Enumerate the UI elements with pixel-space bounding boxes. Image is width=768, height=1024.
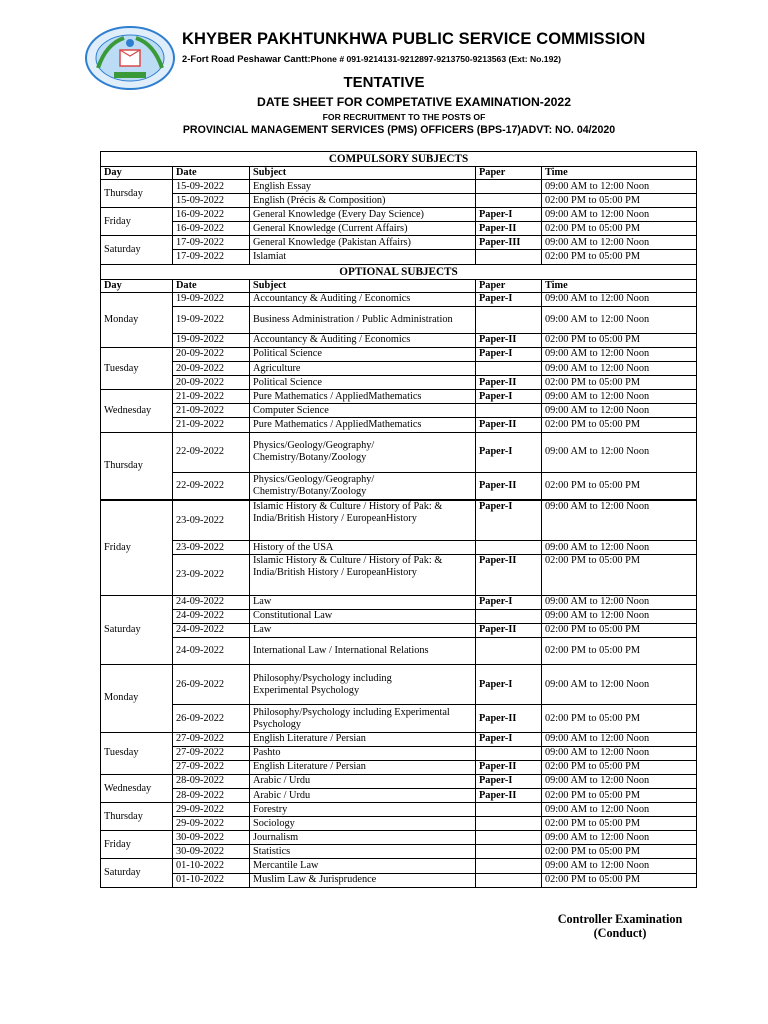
time-cell: 09:00 AM to 12:00 Noon <box>542 306 697 333</box>
org-phone: Phone # 091-9214131-9212897-9213750-9213563 (Ext: No.192) <box>310 54 562 64</box>
time-cell: 02:00 PM to 05:00 PM <box>542 222 697 236</box>
date-cell: 17-09-2022 <box>173 250 250 264</box>
day-cell: Thursday <box>101 180 173 208</box>
paper-cell: Paper-I <box>476 347 542 361</box>
subject-cell: Muslim Law & Jurisprudence <box>250 873 476 887</box>
day-cell: Monday <box>101 665 173 732</box>
org-address-line <box>182 53 561 64</box>
date-cell: 26-09-2022 <box>173 705 250 732</box>
paper-cell: Paper-I <box>476 500 542 541</box>
day-cell: Friday <box>101 208 173 236</box>
paper-cell: Paper-II <box>476 418 542 432</box>
day-cell: Tuesday <box>101 732 173 774</box>
subject-cell: Islamiat <box>250 250 476 264</box>
time-cell: 02:00 PM to 05:00 PM <box>542 873 697 887</box>
time-cell: 02:00 PM to 05:00 PM <box>542 376 697 390</box>
time-cell: 09:00 AM to 12:00 Noon <box>542 432 697 472</box>
day-cell: Saturday <box>101 859 173 887</box>
paper-cell <box>476 831 542 845</box>
compulsory-col-header-paper: Paper <box>476 167 542 180</box>
paper-cell: Paper-II <box>476 333 542 347</box>
time-cell: 09:00 AM to 12:00 Noon <box>542 665 697 705</box>
date-sheet-heading: DATE SHEET FOR COMPETATIVE EXAMINATION-2022 <box>257 95 571 109</box>
paper-cell <box>476 250 542 264</box>
date-cell: 19-09-2022 <box>173 292 250 306</box>
day-cell: Thursday <box>101 803 173 831</box>
date-cell: 20-09-2022 <box>173 376 250 390</box>
paper-cell: Paper-II <box>476 222 542 236</box>
posts-subheading: PROVINCIAL MANAGEMENT SERVICES (PMS) OFFICERS (BPS-17)ADVT: NO. 04/2020 <box>182 124 616 136</box>
subject-cell: Philosophy/Psychology including Experimental Psychology <box>250 705 476 732</box>
time-cell: 09:00 AM to 12:00 Noon <box>542 362 697 376</box>
time-cell: 09:00 AM to 12:00 Noon <box>542 180 697 194</box>
table-row <box>101 789 697 803</box>
time-cell: 02:00 PM to 05:00 PM <box>542 817 697 831</box>
table-row <box>101 541 697 555</box>
table-row <box>101 845 697 859</box>
date-cell: 23-09-2022 <box>173 555 250 595</box>
day-cell: Saturday <box>101 236 173 264</box>
time-cell: 09:00 AM to 12:00 Noon <box>542 208 697 222</box>
subject-cell: Accountancy & Auditing / Economics <box>250 292 476 306</box>
day-cell: Friday <box>101 500 173 595</box>
paper-cell: Paper-I <box>476 208 542 222</box>
table-row <box>101 873 697 887</box>
table-row <box>101 208 697 222</box>
table-row <box>101 609 697 623</box>
table-row <box>101 194 697 208</box>
subject-cell: Arabic / Urdu <box>250 789 476 803</box>
day-cell: Tuesday <box>101 347 173 389</box>
time-cell: 09:00 AM to 12:00 Noon <box>542 595 697 609</box>
date-cell: 01-10-2022 <box>173 859 250 873</box>
optional-col-header-time: Time <box>542 279 697 292</box>
subject-cell: Law <box>250 595 476 609</box>
time-cell: 02:00 PM to 05:00 PM <box>542 194 697 208</box>
time-cell: 02:00 PM to 05:00 PM <box>542 789 697 803</box>
date-cell: 21-09-2022 <box>173 418 250 432</box>
subject-cell: Business Administration / Public Administration <box>250 306 476 333</box>
paper-cell: Paper-II <box>476 472 542 500</box>
subject-cell: Pure Mathematics / AppliedMathematics <box>250 390 476 404</box>
table-row <box>101 500 697 541</box>
date-cell: 17-09-2022 <box>173 236 250 250</box>
subject-cell: Physics/Geology/Geography/ Chemistry/Botany/Zoology <box>250 472 476 500</box>
paper-cell: Paper-I <box>476 292 542 306</box>
table-row <box>101 705 697 732</box>
date-cell: 01-10-2022 <box>173 873 250 887</box>
date-cell: 22-09-2022 <box>173 472 250 500</box>
compulsory-col-header-subject: Subject <box>250 167 476 180</box>
date-cell: 16-09-2022 <box>173 222 250 236</box>
table-row <box>101 665 697 705</box>
date-cell: 15-09-2022 <box>173 180 250 194</box>
org-address: 2-Fort Road Peshawar Cantt: <box>182 53 311 64</box>
subject-cell: Pure Mathematics / AppliedMathematics <box>250 418 476 432</box>
subject-cell: Islamic History & Culture / History of Pak: & India/British History / EuropeanHistory <box>250 500 476 541</box>
optional-section-title: OPTIONAL SUBJECTS <box>101 264 697 279</box>
paper-cell <box>476 404 542 418</box>
subject-cell: Sociology <box>250 817 476 831</box>
paper-cell: Paper-II <box>476 376 542 390</box>
time-cell: 09:00 AM to 12:00 Noon <box>542 500 697 541</box>
org-title: KHYBER PAKHTUNKHWA PUBLIC SERVICE COMMISSION <box>182 30 646 48</box>
subject-cell: Journalism <box>250 831 476 845</box>
time-cell: 02:00 PM to 05:00 PM <box>542 760 697 774</box>
compulsory-col-header-time: Time <box>542 167 697 180</box>
time-cell: 09:00 AM to 12:00 Noon <box>542 831 697 845</box>
tentative-heading: TENTATIVE <box>343 74 425 91</box>
paper-cell <box>476 609 542 623</box>
day-cell: Monday <box>101 292 173 347</box>
paper-cell <box>476 803 542 817</box>
optional-col-header-date: Date <box>173 279 250 292</box>
subject-cell: International Law / International Relations <box>250 637 476 664</box>
table-row <box>101 595 697 609</box>
time-cell: 02:00 PM to 05:00 PM <box>542 333 697 347</box>
table-row <box>101 292 697 306</box>
paper-cell <box>476 194 542 208</box>
time-cell: 02:00 PM to 05:00 PM <box>542 637 697 664</box>
table-row <box>101 831 697 845</box>
subject-cell: Law <box>250 623 476 637</box>
table-row <box>101 236 697 250</box>
paper-cell: Paper-I <box>476 390 542 404</box>
date-cell: 29-09-2022 <box>173 803 250 817</box>
table-row <box>101 746 697 760</box>
day-cell: Friday <box>101 831 173 859</box>
date-cell: 28-09-2022 <box>173 774 250 788</box>
table-row <box>101 859 697 873</box>
subject-cell: Philosophy/Psychology including Experimental Psychology <box>250 665 476 705</box>
subject-cell: Agriculture <box>250 362 476 376</box>
date-cell: 27-09-2022 <box>173 760 250 774</box>
subject-cell: Arabic / Urdu <box>250 774 476 788</box>
table-row <box>101 803 697 817</box>
subject-cell: Statistics <box>250 845 476 859</box>
date-cell: 27-09-2022 <box>173 732 250 746</box>
day-cell: Thursday <box>101 432 173 500</box>
time-cell: 02:00 PM to 05:00 PM <box>542 623 697 637</box>
paper-cell <box>476 180 542 194</box>
date-cell: 20-09-2022 <box>173 347 250 361</box>
table-row <box>101 555 697 595</box>
table-row <box>101 306 697 333</box>
paper-cell <box>476 873 542 887</box>
table-row <box>101 623 697 637</box>
table-row <box>101 472 697 500</box>
subject-cell: Physics/Geology/Geography/ Chemistry/Botany/Zoology <box>250 432 476 472</box>
paper-cell <box>476 859 542 873</box>
date-cell: 28-09-2022 <box>173 789 250 803</box>
table-row <box>101 774 697 788</box>
table-row <box>101 250 697 264</box>
table-row <box>101 390 697 404</box>
subject-cell: English Literature / Persian <box>250 732 476 746</box>
time-cell: 09:00 AM to 12:00 Noon <box>542 541 697 555</box>
subject-cell: History of the USA <box>250 541 476 555</box>
day-cell: Saturday <box>101 595 173 664</box>
paper-cell <box>476 637 542 664</box>
time-cell: 09:00 AM to 12:00 Noon <box>542 292 697 306</box>
date-cell: 24-09-2022 <box>173 637 250 664</box>
date-cell: 29-09-2022 <box>173 817 250 831</box>
optional-header-row <box>101 279 697 292</box>
day-cell: Wednesday <box>101 774 173 802</box>
table-row <box>101 404 697 418</box>
table-row <box>101 817 697 831</box>
paper-cell: Paper-II <box>476 705 542 732</box>
table-row <box>101 362 697 376</box>
subject-cell: Political Science <box>250 376 476 390</box>
date-cell: 23-09-2022 <box>173 541 250 555</box>
paper-cell <box>476 306 542 333</box>
date-cell: 21-09-2022 <box>173 390 250 404</box>
time-cell: 09:00 AM to 12:00 Noon <box>542 347 697 361</box>
subject-cell: Constitutional Law <box>250 609 476 623</box>
date-cell: 23-09-2022 <box>173 500 250 541</box>
signature-block <box>520 912 720 940</box>
optional-col-header-day: Day <box>101 279 173 292</box>
time-cell: 02:00 PM to 05:00 PM <box>542 472 697 500</box>
paper-cell <box>476 362 542 376</box>
table-row <box>101 637 697 664</box>
table-row <box>101 432 697 472</box>
time-cell: 09:00 AM to 12:00 Noon <box>542 404 697 418</box>
table-row <box>101 760 697 774</box>
date-cell: 27-09-2022 <box>173 746 250 760</box>
subject-cell: General Knowledge (Current Affairs) <box>250 222 476 236</box>
table-row <box>101 732 697 746</box>
subject-cell: General Knowledge (Pakistan Affairs) <box>250 236 476 250</box>
date-cell: 19-09-2022 <box>173 333 250 347</box>
date-cell: 19-09-2022 <box>173 306 250 333</box>
table-row <box>101 180 697 194</box>
date-cell: 22-09-2022 <box>173 432 250 472</box>
time-cell: 02:00 PM to 05:00 PM <box>542 845 697 859</box>
date-cell: 16-09-2022 <box>173 208 250 222</box>
paper-cell: Paper-II <box>476 623 542 637</box>
paper-cell: Paper-I <box>476 665 542 705</box>
paper-cell: Paper-II <box>476 760 542 774</box>
time-cell: 09:00 AM to 12:00 Noon <box>542 390 697 404</box>
subject-cell: Accountancy & Auditing / Economics <box>250 333 476 347</box>
date-cell: 24-09-2022 <box>173 595 250 609</box>
time-cell: 02:00 PM to 05:00 PM <box>542 555 697 595</box>
signature-title: Controller Examination <box>557 912 683 926</box>
date-cell: 24-09-2022 <box>173 623 250 637</box>
time-cell: 09:00 AM to 12:00 Noon <box>542 746 697 760</box>
compulsory-header-row <box>101 167 697 180</box>
table-row <box>101 333 697 347</box>
date-cell: 21-09-2022 <box>173 404 250 418</box>
optional-col-header-paper: Paper <box>476 279 542 292</box>
subject-cell: English Literature / Persian <box>250 760 476 774</box>
paper-cell <box>476 541 542 555</box>
date-cell: 15-09-2022 <box>173 194 250 208</box>
paper-cell: Paper-I <box>476 595 542 609</box>
time-cell: 09:00 AM to 12:00 Noon <box>542 609 697 623</box>
time-cell: 02:00 PM to 05:00 PM <box>542 705 697 732</box>
subject-cell: English (Précis & Composition) <box>250 194 476 208</box>
date-cell: 20-09-2022 <box>173 362 250 376</box>
date-cell: 30-09-2022 <box>173 845 250 859</box>
subject-cell: Political Science <box>250 347 476 361</box>
optional-col-header-subject: Subject <box>250 279 476 292</box>
paper-cell <box>476 746 542 760</box>
subject-cell: Islamic History & Culture / History of Pak: & India/British History / EuropeanHistory <box>250 555 476 595</box>
subject-cell: General Knowledge (Every Day Science) <box>250 208 476 222</box>
table-row <box>101 418 697 432</box>
paper-cell <box>476 817 542 831</box>
subject-cell: Computer Science <box>250 404 476 418</box>
paper-cell: Paper-I <box>476 432 542 472</box>
subject-cell: Mercantile Law <box>250 859 476 873</box>
paper-cell: Paper-I <box>476 732 542 746</box>
paper-cell <box>476 845 542 859</box>
time-cell: 09:00 AM to 12:00 Noon <box>542 236 697 250</box>
paper-cell: Paper-I <box>476 774 542 788</box>
compulsory-section-title: COMPULSORY SUBJECTS <box>101 152 697 167</box>
paper-cell: Paper-III <box>476 236 542 250</box>
time-cell: 09:00 AM to 12:00 Noon <box>542 859 697 873</box>
table-row <box>101 376 697 390</box>
time-cell: 09:00 AM to 12:00 Noon <box>542 732 697 746</box>
table-row <box>101 347 697 361</box>
time-cell: 02:00 PM to 05:00 PM <box>542 250 697 264</box>
compulsory-col-header-day: Day <box>101 167 173 180</box>
paper-cell: Paper-II <box>476 555 542 595</box>
subject-cell: English Essay <box>250 180 476 194</box>
date-cell: 30-09-2022 <box>173 831 250 845</box>
time-cell: 09:00 AM to 12:00 Noon <box>542 803 697 817</box>
optional-section-title-row <box>101 264 697 279</box>
time-cell: 09:00 AM to 12:00 Noon <box>542 774 697 788</box>
paper-cell: Paper-II <box>476 789 542 803</box>
time-cell: 02:00 PM to 05:00 PM <box>542 418 697 432</box>
recruitment-subheading: FOR RECRUITMENT TO THE POSTS OF <box>322 112 486 122</box>
subject-cell: Pashto <box>250 746 476 760</box>
signature-office: (Conduct) <box>593 926 647 940</box>
subject-cell: Forestry <box>250 803 476 817</box>
date-sheet-table <box>100 151 697 888</box>
compulsory-section-title-row <box>101 152 697 167</box>
date-cell: 24-09-2022 <box>173 609 250 623</box>
day-cell: Wednesday <box>101 390 173 432</box>
compulsory-col-header-date: Date <box>173 167 250 180</box>
date-cell: 26-09-2022 <box>173 665 250 705</box>
table-row <box>101 222 697 236</box>
